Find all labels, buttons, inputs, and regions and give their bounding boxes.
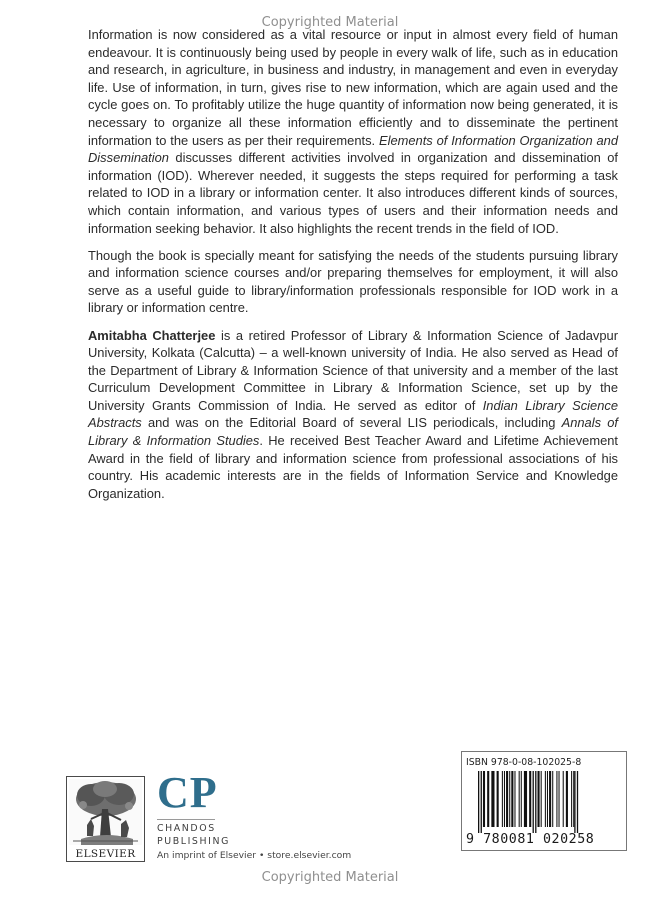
description-paragraph <box>88 26 618 237</box>
author-bio-paragraph <box>88 327 618 503</box>
imprint-line: An imprint of Elsevier • store.elsevier.com <box>157 850 352 861</box>
barcode-bars-icon <box>478 771 618 833</box>
isbn-label: ISBN 978-0-08-102025-8 <box>466 757 582 768</box>
journal-title-1: Indian Library Science Abstracts <box>88 397 618 431</box>
watermark-bottom: Copyrighted Material <box>261 870 399 885</box>
bio-text-3: . He received Best Teacher Award and Lifetime Achievement Award in the field of library and information science from professional associations of his country. His academic interests are in the fields of Information Service and Knowledge Organization. <box>88 433 618 501</box>
chandos-divider <box>157 819 215 820</box>
back-cover-text <box>88 26 618 512</box>
book-title: Elements of Information Organization and Dissemination <box>88 132 618 166</box>
author-name: Amitabha Chatterjee <box>88 327 216 343</box>
description-text-continued: discusses different activities involved in organization and dissemination of information (IOD). Wherever needed, it suggests the steps required for performing a task related to IOD in a library or information center. It also introduces different kinds of sources, which contain information, and various types of users and their information needs and information seeking behavior. It also highlights the recent trends in the field of IOD. <box>88 150 618 236</box>
bio-text: is a retired Professor of Library & Information Science of Jadavpur University, Kolkata (Calcutta) – a well-known university of India. He also served as Head of the Department of Library & Information Science of that university and a member of the last Curriculum Development Committee in Library & Information Science, set up by the University Grants Commission of India. He served as editor of <box>88 327 618 413</box>
bio-text-2: and was on the Editorial Board of several LIS periodicals, including <box>141 415 562 431</box>
description-text: Information is now considered as a vital resource or input in almost every field of human endeavour. It is continuously being used by people in every walk of life, such as in education and research, in agriculture, in business and industry, in management and even in everyday life. Use of information, in turn, gives rise to new information, which are again used and the cycle goes on. To profitably utilize the huge quantity of information now being generated, it is necessary to organize all these information efficiently and to disseminate the pertinent information to the users as per their requirements. <box>88 27 618 148</box>
journal-title-2: Annals of Library & Information Studies <box>88 415 618 449</box>
watermark-top: Copyrighted Material <box>261 15 399 30</box>
chandos-line-2: PUBLISHING <box>157 836 230 847</box>
elsevier-logo <box>66 776 145 862</box>
audience-paragraph: Though the book is specially meant for satisfying the needs of the students pursuing library and information science courses and/or preparing themselves for employment, it will also serve as a useful guide to library/information professionals responsible for IOD work in a library or information centre. <box>88 247 618 316</box>
barcode-number: 9 780081 020258 <box>466 832 595 847</box>
elsevier-tree-icon <box>69 779 142 845</box>
chandos-line-1: CHANDOS <box>157 823 216 834</box>
chandos-publishing-name <box>157 822 237 848</box>
elsevier-wordmark: ELSEVIER <box>75 848 136 860</box>
chandos-logo-letters: CP <box>157 768 218 817</box>
